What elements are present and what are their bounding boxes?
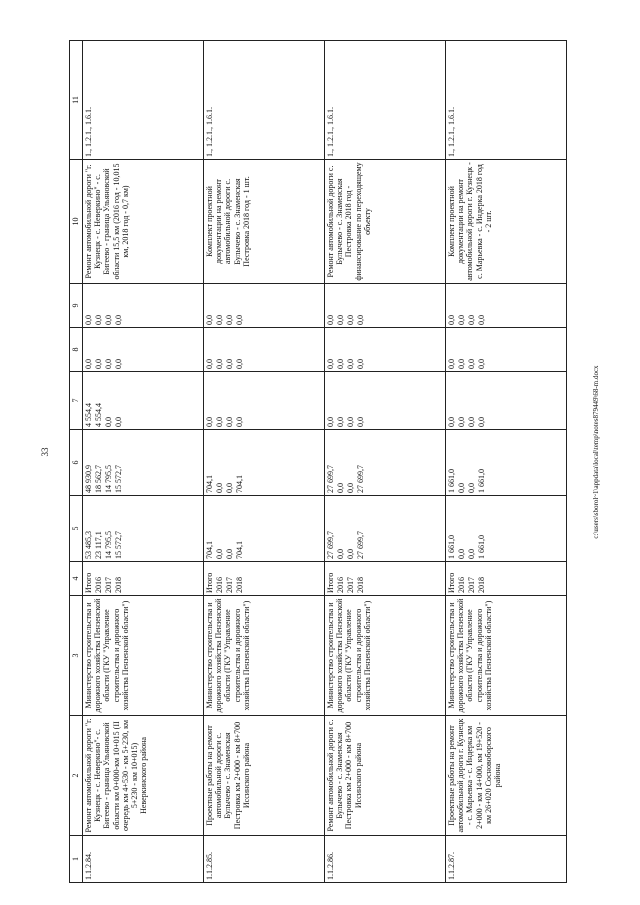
c8-value: 0,0 — [346, 359, 355, 369]
c5-value: 14 795,5 — [104, 531, 113, 559]
page-number: 33 — [40, 447, 50, 457]
local-budget — [83, 328, 204, 372]
c8-value: 0,0 — [467, 359, 476, 369]
c7-value: 0,0 — [225, 417, 234, 427]
c5-value: 27 699,7 — [356, 531, 365, 559]
c7-value: 0,0 — [326, 417, 335, 427]
local-budget — [446, 328, 567, 372]
years-value: 2016 — [457, 577, 466, 593]
years-value: 2018 — [114, 577, 123, 593]
regional-budget — [204, 430, 325, 496]
c9-value: 0,0 — [104, 315, 113, 325]
c6-value: 0,0 — [215, 483, 224, 493]
total-funding — [325, 496, 446, 562]
c8-value: 0,0 — [457, 359, 466, 369]
federal-budget — [204, 372, 325, 430]
c7-value: 0,0 — [114, 417, 123, 427]
table-row — [83, 41, 204, 883]
header-cell: 11 — [70, 41, 83, 160]
program-table — [69, 40, 567, 883]
c9-value: 0,0 — [346, 315, 355, 325]
row-id: 1.1.2.87. — [446, 836, 567, 883]
table-row — [325, 41, 446, 883]
c6-value: 18 562,7 — [94, 465, 103, 493]
c7-value: 0,0 — [447, 417, 456, 427]
executor: Министерство строительства и дорожного хозяйства Пензенской области (ГКУ "Управление строительства и дорожного хозяйства Пензенской области") — [446, 596, 567, 716]
regional-budget — [83, 430, 204, 496]
c6-value: 14 795,5 — [104, 465, 113, 493]
expected-result: Ремонт автомобильной дороги "г. Кузнецк - с. Неверкино" - с. Бигеево - граница Ульяновской области 15,5 км (2016 год - 10,015 км, 2018 год - 0,7 км) — [83, 160, 204, 284]
years-value: 2018 — [235, 577, 244, 593]
indicators: 1., 1.2.1., 1.6.1. — [83, 41, 204, 160]
c5-value: 1 661,0 — [447, 535, 456, 559]
c6-value: 0,0 — [336, 483, 345, 493]
years-value: Итого — [326, 572, 335, 593]
c9-value: 0,0 — [225, 315, 234, 325]
c6-value: 27 699,7 — [356, 465, 365, 493]
c5-value: 23 117,1 — [94, 531, 103, 559]
years-value: 2018 — [477, 577, 486, 593]
c5-value: 704,1 — [235, 541, 244, 559]
header-cell: 8 — [70, 328, 83, 372]
c7-value: 0,0 — [356, 417, 365, 427]
c9-value: 0,0 — [205, 315, 214, 325]
years-value: 2016 — [94, 577, 103, 593]
c9-value: 0,0 — [94, 315, 103, 325]
header-cell: 10 — [70, 160, 83, 284]
c6-value: 704,1 — [205, 475, 214, 493]
c5-value: 53 485,3 — [84, 531, 93, 559]
header-cell: 1 — [70, 836, 83, 883]
c5-value: 15 572,7 — [114, 531, 123, 559]
regional-budget — [325, 430, 446, 496]
c5-value: 0,0 — [336, 549, 345, 559]
years — [83, 562, 204, 596]
federal-budget — [325, 372, 446, 430]
c7-value: 0,0 — [346, 417, 355, 427]
c8-value: 0,0 — [225, 359, 234, 369]
c5-value: 1 661,0 — [477, 535, 486, 559]
executor: Министерство строительства и дорожного хозяйства Пензенской области (ГКУ "Управление строительства и дорожного хозяйства Пензенской области") — [325, 596, 446, 716]
years-value: 2018 — [356, 577, 365, 593]
event-name: Ремонт автомобильной дороги "г. Кузнецк - с. Неверкино"- с. Бигеево - граница Ульяновской области км 0+000-км 10+015 (II очередь км 4+530 - км 5+230, км 5+230 - км 10+015) Неверкинского района — [83, 716, 204, 836]
years-value: Итого — [447, 572, 456, 593]
expected-result: Комплект проектной документации на ремонт автомобильной дороги с. Булычево - с. Знаменская Пестровка 2018 год - 1 шт. — [204, 160, 325, 284]
federal-budget — [446, 372, 567, 430]
c7-value: 0,0 — [477, 417, 486, 427]
c9-value: 0,0 — [447, 315, 456, 325]
c7-value: 4 554,4 — [84, 403, 93, 427]
header-cell: 6 — [70, 430, 83, 496]
c8-value: 0,0 — [205, 359, 214, 369]
header-cell: 2 — [70, 716, 83, 836]
c5-value: 0,0 — [457, 549, 466, 559]
expected-result: Ремонт автомобильной дороги с. Булычево - с. Знаменская Пестровка 2018 год - финансирование по переходящему объекту — [325, 160, 446, 284]
c6-value: 1 661,0 — [447, 469, 456, 493]
c8-value: 0,0 — [114, 359, 123, 369]
c8-value: 0,0 — [215, 359, 224, 369]
header-cell: 9 — [70, 284, 83, 328]
event-name: Ремонт автомобильной дороги с. Булычево - с. Знаменская Пестровка км 2+000 - км 8+700 Иссинского района — [325, 716, 446, 836]
years-value: 2016 — [215, 577, 224, 593]
c9-value: 0,0 — [477, 315, 486, 325]
c6-value: 15 572,7 — [114, 465, 123, 493]
years — [325, 562, 446, 596]
c6-value: 704,1 — [235, 475, 244, 493]
other-sources — [83, 284, 204, 328]
c9-value: 0,0 — [215, 315, 224, 325]
c7-value: 0,0 — [235, 417, 244, 427]
regional-budget — [446, 430, 567, 496]
c7-value: 0,0 — [205, 417, 214, 427]
c9-value: 0,0 — [235, 315, 244, 325]
row-id: 1.1.2.86. — [325, 836, 446, 883]
c9-value: 0,0 — [84, 315, 93, 325]
expected-result: Комплект проектной документации на ремонт автомобильной дороги г. Кузнецк - с. Марьевка - с. Индерка 2018 год - 2 шт. — [446, 160, 567, 284]
total-funding — [446, 496, 567, 562]
local-budget — [325, 328, 446, 372]
local-budget — [204, 328, 325, 372]
c7-value: 0,0 — [457, 417, 466, 427]
c7-value: 0,0 — [336, 417, 345, 427]
years-value: 2017 — [467, 577, 476, 593]
header-cell: 7 — [70, 372, 83, 430]
c7-value: 4 554,4 — [94, 403, 103, 427]
other-sources — [446, 284, 567, 328]
c7-value: 0,0 — [104, 417, 113, 427]
c5-value: 0,0 — [225, 549, 234, 559]
footer-file-path: c:\users\sborol~1\appdata\local\temp\notes879449\68-m.docx — [592, 365, 600, 539]
c6-value: 0,0 — [467, 483, 476, 493]
c8-value: 0,0 — [104, 359, 113, 369]
table-row — [204, 41, 325, 883]
header-cell: 4 — [70, 562, 83, 596]
c6-value: 1 661,0 — [477, 469, 486, 493]
years-value: 2016 — [336, 577, 345, 593]
federal-budget — [83, 372, 204, 430]
years — [204, 562, 325, 596]
years — [446, 562, 567, 596]
row-id: 1.1.2.84. — [83, 836, 204, 883]
c8-value: 0,0 — [235, 359, 244, 369]
c5-value: 0,0 — [215, 549, 224, 559]
years-value: Итого — [205, 572, 214, 593]
c6-value: 0,0 — [457, 483, 466, 493]
years-value: 2017 — [346, 577, 355, 593]
executor: Министерство строительства и дорожного хозяйства Пензенской области (ГКУ "Управление строительства и дорожного хозяйства Пензенской области") — [204, 596, 325, 716]
event-name: Проектные работы на ремонт автомобильной дороги г. Кузнецк - с. Марьевка - с. Индерка км 2+000 - км 14+000, км 19+520 - км 26+020 Сосновоборского района — [446, 716, 567, 836]
c9-value: 0,0 — [326, 315, 335, 325]
c6-value: 27 699,7 — [326, 465, 335, 493]
c8-value: 0,0 — [326, 359, 335, 369]
c8-value: 0,0 — [84, 359, 93, 369]
c5-value: 0,0 — [467, 549, 476, 559]
indicators: 1., 1.2.1., 1.6.1. — [446, 41, 567, 160]
c5-value: 704,1 — [205, 541, 214, 559]
years-value: Итого — [84, 572, 93, 593]
indicators: 1., 1.2.1., 1.6.1. — [204, 41, 325, 160]
years-value: 2017 — [225, 577, 234, 593]
c9-value: 0,0 — [467, 315, 476, 325]
total-funding — [83, 496, 204, 562]
c9-value: 0,0 — [114, 315, 123, 325]
other-sources — [204, 284, 325, 328]
c8-value: 0,0 — [336, 359, 345, 369]
table-row — [446, 41, 567, 883]
c7-value: 0,0 — [215, 417, 224, 427]
row-id: 1.1.2.85. — [204, 836, 325, 883]
c8-value: 0,0 — [94, 359, 103, 369]
c6-value: 0,0 — [346, 483, 355, 493]
c9-value: 0,0 — [336, 315, 345, 325]
c8-value: 0,0 — [447, 359, 456, 369]
total-funding — [204, 496, 325, 562]
rotated-table-container — [69, 41, 583, 883]
c5-value: 0,0 — [346, 549, 355, 559]
c6-value: 48 930,9 — [84, 465, 93, 493]
other-sources — [325, 284, 446, 328]
event-name: Проектные работы на ремонт автомобильной дороги с. Булычево - с. Знаменская Пестровка км 2+000 - км 8+700 Иссинского района — [204, 716, 325, 836]
indicators: 1., 1.2.1., 1.6.1. — [325, 41, 446, 160]
header-cell: 5 — [70, 496, 83, 562]
header-cell: 3 — [70, 596, 83, 716]
c8-value: 0,0 — [477, 359, 486, 369]
c9-value: 0,0 — [457, 315, 466, 325]
c5-value: 27 699,7 — [326, 531, 335, 559]
c9-value: 0,0 — [356, 315, 365, 325]
years-value: 2017 — [104, 577, 113, 593]
c6-value: 0,0 — [225, 483, 234, 493]
c8-value: 0,0 — [356, 359, 365, 369]
executor: Министерство строительства и дорожного хозяйства Пензенской области (ГКУ "Управление строительства и дорожного хозяйства Пензенской области") — [83, 596, 204, 716]
header-row — [70, 41, 83, 883]
c7-value: 0,0 — [467, 417, 476, 427]
